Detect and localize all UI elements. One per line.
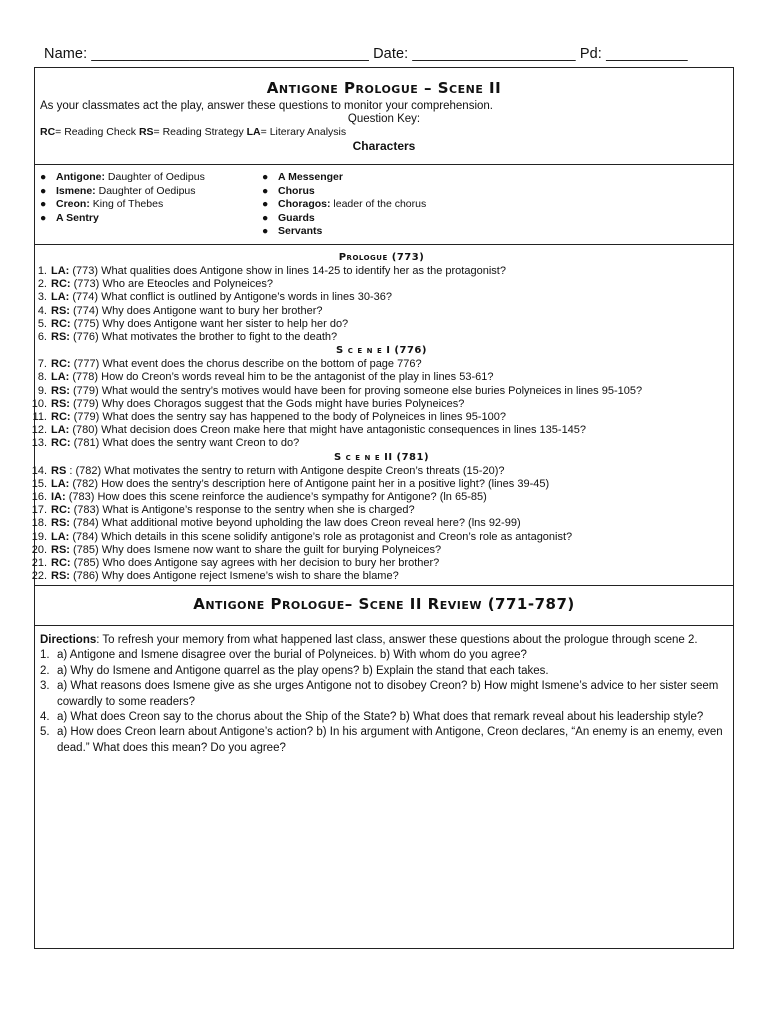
- question-body: (774) What conflict is outlined by Antigone’s words in lines 30-36?: [72, 291, 392, 304]
- question-text: [51, 331, 728, 344]
- directions: [40, 633, 727, 648]
- question-body: (785) Who does Antigone say agrees with her decision to bury her brother?: [73, 557, 440, 570]
- question-text: [51, 358, 728, 371]
- character-item: [262, 171, 426, 185]
- question-number: 8.: [37, 371, 47, 384]
- question-tag: RC:: [51, 504, 71, 517]
- character-entry: [278, 225, 322, 239]
- name-blank[interactable]: __________________________________: [91, 46, 369, 62]
- question-body: (784) What additional motive beyond upholding the law does Creon reveal here? (lns 92-99): [73, 517, 521, 530]
- character-name: Antigone:: [56, 171, 105, 183]
- question-number: 4.: [37, 304, 47, 317]
- question-key: [40, 126, 728, 138]
- question-text: [51, 557, 728, 570]
- question-text: [51, 398, 728, 411]
- question-body: (785) Why does Ismene now want to share the guilt for burying Polyneices?: [73, 543, 442, 556]
- bullet-icon: ●: [262, 225, 269, 238]
- review-question-number: 5.: [40, 726, 50, 739]
- question-item: [35, 318, 728, 331]
- question-item: [32, 411, 728, 424]
- question-tag: RC:: [51, 557, 71, 570]
- question-item: [35, 278, 728, 291]
- key-meaning: = Literary Analysis: [260, 126, 347, 138]
- question-number: 5.: [37, 317, 47, 330]
- question-tag: LA:: [51, 371, 70, 384]
- character-desc: Daughter of Oedipus: [98, 184, 196, 197]
- character-name: Chorus: [278, 184, 315, 197]
- bullet-icon: ●: [40, 171, 47, 183]
- question-text: [51, 305, 728, 318]
- question-body: (777) What event does the chorus describe on the bottom of page 776?: [73, 358, 422, 371]
- question-number: 13.: [31, 437, 47, 450]
- question-text: [51, 465, 728, 478]
- question-text: [51, 385, 728, 398]
- review-question: [40, 725, 727, 756]
- student-info-line: [44, 46, 734, 62]
- question-number: 21.: [31, 557, 47, 570]
- review-title-section: [35, 586, 733, 626]
- question-text: [51, 437, 728, 450]
- question-text: [51, 491, 728, 504]
- question-number: 16.: [31, 491, 47, 504]
- bullet-icon: ●: [262, 184, 269, 197]
- review-question-text: a) How does Creon learn about Antigone’s action? b) In his argument with Antigone, Creon declares, “An enemy is an enemy, even dead.” What does this mean? Do you agree?: [57, 726, 723, 754]
- question-item: [35, 265, 728, 278]
- character-entry: [278, 185, 315, 199]
- review-question-text: a) What reasons does Ismene give as she urges Antigone not to disobey Creon? b) How might Ismene’s advice to her sister seem cowardly to some readers?: [57, 680, 719, 708]
- question-text: [51, 517, 728, 530]
- question-item: [31, 491, 728, 504]
- question-number: 7.: [37, 358, 47, 371]
- question-body: (782) How does the sentry’s description here of Antigone paint her in a positive light? (lines 39-45): [72, 477, 550, 490]
- character-item: [262, 198, 426, 212]
- character-item: [40, 212, 262, 226]
- characters-right-column: [262, 171, 426, 244]
- question-item: [31, 570, 728, 583]
- question-item: [31, 437, 728, 450]
- question-number: 3.: [37, 291, 47, 304]
- question-body: (783) What is Antigone’s response to the sentry when she is charged?: [73, 504, 415, 517]
- character-item: [40, 171, 262, 185]
- question-number: 17.: [31, 504, 47, 517]
- character-name: Guards: [278, 211, 315, 224]
- character-entry: [278, 198, 426, 212]
- bullet-icon: ●: [40, 211, 47, 224]
- question-item: [31, 543, 728, 557]
- title-section: [35, 68, 733, 165]
- review-question-number: 4.: [40, 711, 50, 724]
- bullet-icon: ●: [40, 184, 47, 197]
- key-abbr: LA: [246, 126, 261, 138]
- question-tag: IA:: [51, 491, 66, 504]
- review-question-text: a) What does Creon say to the chorus about the Ship of the State? b) What does that remark reveal about his leadership style?: [57, 711, 704, 724]
- question-item: [35, 385, 728, 398]
- subsection-heading: S c e n e II (781): [333, 451, 430, 463]
- questions-section: [31, 245, 733, 586]
- character-entry: [56, 198, 163, 212]
- directions-section: [35, 626, 733, 756]
- question-item: [35, 291, 728, 304]
- review-question: [40, 679, 727, 710]
- question-item: [31, 557, 728, 570]
- worksheet: [31, 67, 734, 949]
- question-text: [51, 291, 728, 304]
- question-text: [51, 544, 728, 557]
- question-tag: LA:: [51, 424, 70, 437]
- question-item: [31, 477, 728, 491]
- question-text: [51, 278, 728, 291]
- question-tag: LA:: [51, 291, 70, 304]
- question-tag: RS:: [51, 543, 70, 556]
- question-body: (778) How do Creon’s words reveal him to be the antagonist of the play in lines 53-61?: [72, 371, 494, 384]
- review-question: [40, 710, 727, 725]
- question-item: [31, 517, 728, 530]
- question-number: 20.: [31, 543, 47, 556]
- subsection-heading: S c e n e I (776): [336, 345, 427, 357]
- question-item: [31, 397, 728, 411]
- intro-text: As your classmates act the play, answer these questions to monitor your comprehension.: [40, 100, 493, 112]
- question-body: (779) Why does Choragos suggest that the Gods might have buries Polyneices?: [73, 397, 465, 410]
- date-blank[interactable]: ____________________: [412, 46, 576, 62]
- character-item: [262, 185, 426, 199]
- review-question: [40, 664, 727, 679]
- question-body: (776) What motivates the brother to fight to the death?: [73, 331, 338, 344]
- question-tag: RS:: [51, 304, 70, 317]
- question-text: [51, 318, 728, 331]
- character-entry: [278, 171, 343, 185]
- directions-label: Directions: [40, 634, 97, 646]
- characters-left-column: [40, 171, 262, 244]
- question-body: (773) What qualities does Antigone show in lines 14-25 to identify her as the protagonist?: [72, 265, 506, 277]
- question-text: [51, 570, 728, 583]
- question-number: 22.: [31, 570, 47, 583]
- question-number: 12.: [31, 424, 47, 437]
- question-body: (779) What would the sentry’s motives would have been for proving someone else buries Polyneices in lines 95-105?: [73, 384, 643, 397]
- review-question-text: a) Why do Ismene and Antigone quarrel as the play opens? b) Explain the stand that each takes.: [57, 664, 549, 677]
- character-desc: leader of the chorus: [333, 198, 427, 211]
- question-tag: RC:: [51, 278, 71, 291]
- question-item: [31, 530, 728, 544]
- question-item: [35, 331, 728, 344]
- question-tag: RC:: [51, 317, 71, 330]
- character-name: Servants: [278, 225, 323, 238]
- question-body: (783) How does this scene reinforce the audience’s sympathy for Antigone? (ln 65-85): [68, 491, 487, 504]
- question-number: 19.: [31, 530, 47, 543]
- review-question-number: 1.: [40, 649, 50, 662]
- question-body: (780) What decision does Creon make here that might have antagonistic consequences in lines 135-145?: [72, 424, 587, 437]
- question-tag: LA:: [51, 265, 70, 277]
- question-number: 10.: [31, 397, 47, 410]
- question-tag: RS: [51, 464, 67, 477]
- question-body: (773) Who are Eteocles and Polyneices?: [73, 278, 273, 291]
- question-number: 11.: [32, 411, 47, 424]
- review-question-number: 3.: [40, 680, 50, 693]
- key-abbr: RC: [40, 126, 56, 138]
- question-number: 18.: [31, 517, 47, 530]
- question-item: [31, 424, 728, 437]
- question-tag: RC:: [51, 411, 71, 424]
- directions-text: : To refresh your memory from what happened last class, answer these questions about the prologue through scene 2.: [96, 634, 698, 646]
- question-number: 1.: [37, 265, 47, 277]
- character-entry: [56, 185, 196, 199]
- question-number: 15.: [31, 477, 47, 490]
- character-name: Choragos:: [278, 198, 331, 211]
- question-tag: RS:: [51, 331, 70, 344]
- question-tag: RS:: [51, 570, 70, 583]
- character-name: A Messenger: [278, 171, 343, 183]
- character-item: [40, 198, 262, 212]
- question-tag: LA:: [51, 530, 70, 543]
- review-question-number: 2.: [40, 664, 50, 677]
- question-tag: RS:: [51, 397, 70, 410]
- question-number: 2.: [37, 278, 47, 291]
- character-entry: [56, 171, 205, 185]
- date-label: Date:: [373, 46, 409, 62]
- name-label: Name:: [44, 46, 88, 62]
- question-text: [51, 371, 728, 384]
- question-text: [51, 504, 728, 517]
- question-item: [35, 305, 728, 318]
- review-question-text: a) Antigone and Ismene disagree over the burial of Polyneices. b) With whom do you agree?: [57, 649, 527, 662]
- key-abbr: RS: [138, 126, 154, 138]
- question-key-label: Question Key:: [347, 113, 421, 125]
- question-item: [31, 464, 728, 478]
- review-title: Antigone Prologue– Scene II Review (771-787): [193, 595, 575, 613]
- question-text: [51, 265, 728, 278]
- question-text: [51, 478, 728, 491]
- question-body: : (782) What motivates the sentry to return with Antigone despite Creon’s threats (15-20)?: [69, 464, 505, 477]
- question-body: (784) Which details in this scene solidify antigone’s role as protagonist and Creon’s role as antagonist?: [72, 530, 573, 543]
- question-body: (786) Why does Antigone reject Ismene’s wish to share the blame?: [73, 570, 399, 583]
- question-tag: RS:: [51, 384, 70, 397]
- character-item: [40, 185, 262, 199]
- pd-blank[interactable]: __________: [606, 46, 688, 62]
- question-body: (781) What does the sentry want Creon to do?: [73, 437, 300, 450]
- review-questions-list: [40, 648, 727, 756]
- question-item: [31, 504, 728, 517]
- question-tag: LA:: [51, 477, 70, 490]
- question-item: [35, 358, 728, 371]
- question-tag: RS:: [51, 517, 70, 530]
- question-item: [35, 371, 728, 384]
- question-body: (775) Why does Antigone want her sister to help her do?: [73, 317, 349, 330]
- question-text: [51, 411, 728, 424]
- question-number: 14.: [31, 464, 47, 477]
- character-entry: [278, 212, 315, 226]
- question-body: (779) What does the sentry say has happened to the body of Polyneices in lines 95-100?: [73, 411, 506, 424]
- bullet-icon: ●: [40, 198, 47, 211]
- pd-label: Pd:: [579, 46, 602, 62]
- question-number: 6.: [37, 331, 47, 344]
- character-desc: Daughter of Oedipus: [107, 171, 205, 183]
- subsection-heading: Prologue (773): [338, 252, 425, 263]
- question-number: 9.: [37, 384, 47, 397]
- character-item: [262, 212, 426, 226]
- character-name: A Sentry: [56, 211, 99, 224]
- characters-heading: Characters: [352, 139, 416, 153]
- bullet-icon: ●: [262, 171, 269, 183]
- question-text: [51, 424, 728, 437]
- bullet-icon: ●: [262, 198, 269, 211]
- key-meaning: = Reading Check: [55, 126, 139, 138]
- bullet-icon: ●: [262, 211, 269, 224]
- review-question: [40, 648, 727, 663]
- key-meaning: = Reading Strategy: [153, 126, 247, 138]
- character-name: Ismene:: [56, 184, 96, 197]
- character-desc: King of Thebes: [92, 198, 164, 211]
- characters-section: [35, 165, 733, 245]
- question-tag: RC:: [51, 437, 71, 450]
- question-text: [51, 531, 728, 544]
- character-entry: [56, 212, 99, 226]
- question-body: (774) Why does Antigone want to bury her brother?: [73, 304, 323, 317]
- character-item: [262, 225, 426, 239]
- character-name: Creon:: [56, 198, 90, 211]
- worksheet-title: Antigone Prologue – Scene II: [266, 79, 502, 97]
- question-tag: RC:: [51, 358, 71, 371]
